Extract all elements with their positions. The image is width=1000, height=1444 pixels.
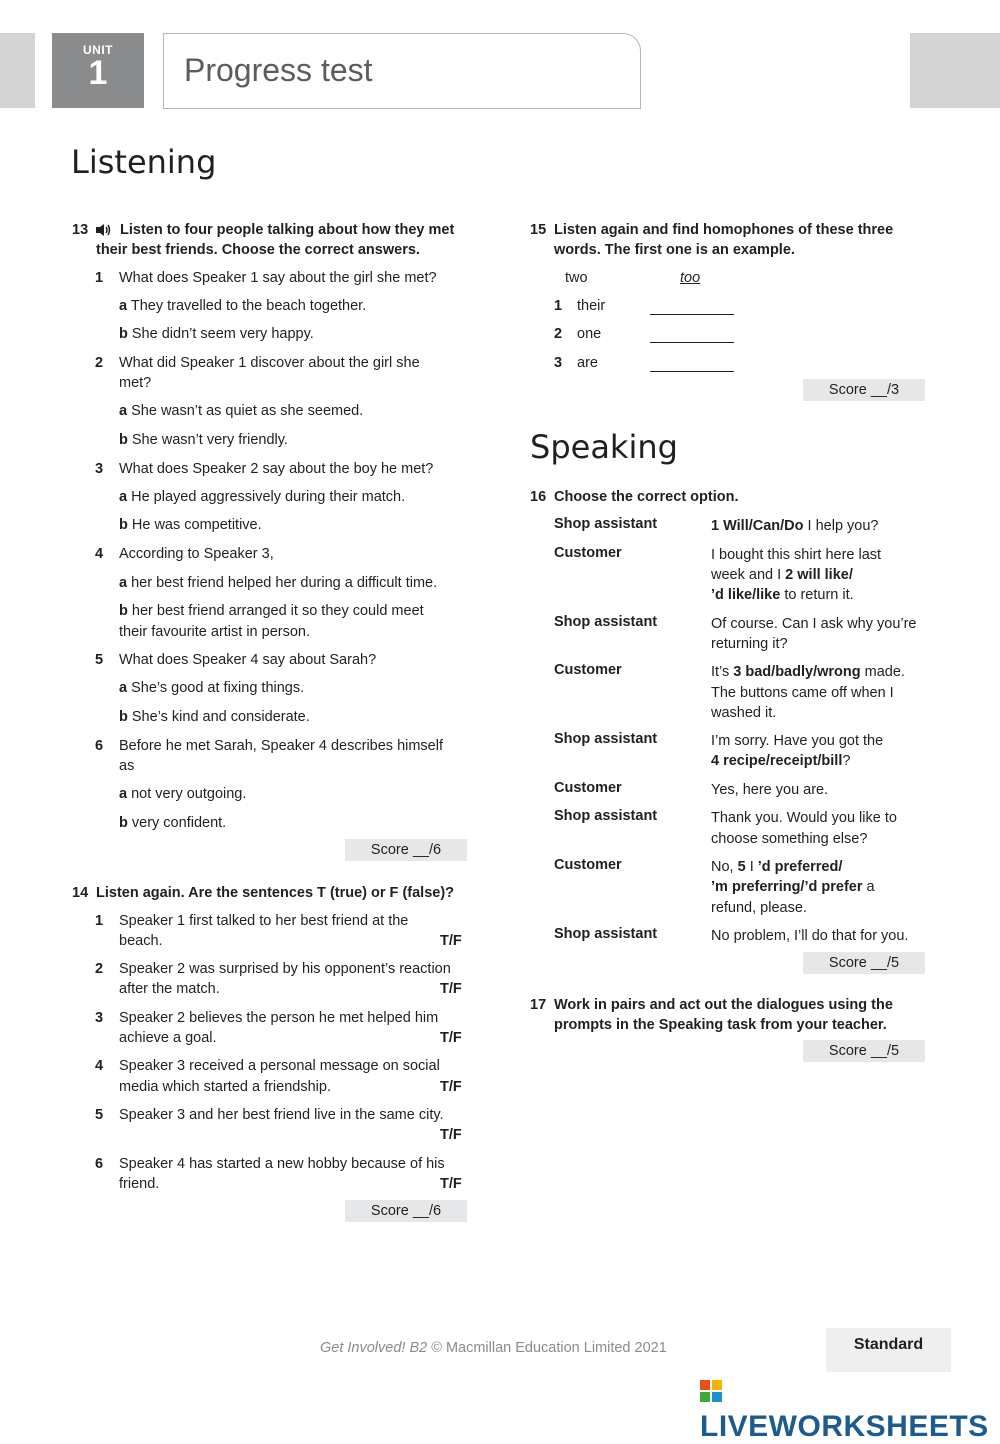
item-number: 6 bbox=[95, 1156, 104, 1172]
option-text: not very outgoing. bbox=[131, 786, 247, 802]
dialogue-text: The buttons came off when I bbox=[711, 685, 894, 701]
option-text-continued: their favourite artist in person. bbox=[119, 624, 311, 640]
option-b[interactable]: b She didn’t seem very happy. bbox=[119, 326, 314, 342]
item-number: 5 bbox=[95, 1107, 104, 1123]
question-text: What does Speaker 1 say about the girl she met? bbox=[119, 270, 437, 286]
item-number: 4 bbox=[95, 546, 104, 562]
gap-5-options-continued[interactable]: ’m preferring/’d prefer bbox=[711, 879, 863, 895]
statement-text: media which started a friendship. bbox=[119, 1079, 331, 1095]
q15-number: 15 bbox=[530, 222, 547, 238]
q13-instruction-line1: Listen to four people talking about how they met bbox=[120, 222, 455, 238]
statement-text: Speaker 1 first talked to her best friend at the bbox=[119, 913, 409, 929]
question-text: What did Speaker 1 discover about the girl she bbox=[119, 355, 420, 371]
q15-instruction bbox=[530, 220, 950, 262]
page-title: Progress test bbox=[184, 52, 373, 88]
item-number: 2 bbox=[95, 355, 104, 371]
brand-text: LIVEWORKSHEETS bbox=[700, 1410, 989, 1443]
example-answer: too bbox=[680, 270, 701, 286]
speaker-customer: Customer bbox=[554, 662, 622, 678]
word: one bbox=[577, 326, 602, 342]
statement-text: Speaker 3 and her best friend live in the same city. bbox=[119, 1107, 444, 1123]
option-b[interactable]: b She’s kind and considerate. bbox=[119, 709, 310, 725]
unit-number: 1 bbox=[88, 54, 108, 92]
item-number: 6 bbox=[95, 738, 104, 754]
option-a[interactable]: a They travelled to the beach together. bbox=[119, 298, 367, 314]
dialogue-text: ? bbox=[842, 753, 851, 769]
dialogue-text: I bought this shirt here last bbox=[711, 547, 882, 563]
item-number: 3 bbox=[95, 1010, 104, 1026]
q17-instruction bbox=[530, 995, 950, 1037]
speaker-customer: Customer bbox=[554, 780, 622, 796]
option-a[interactable]: a her best friend helped her during a difficult time. bbox=[119, 575, 438, 591]
dialogue-text: washed it. bbox=[711, 705, 777, 721]
question-text: According to Speaker 3, bbox=[119, 546, 274, 562]
dialogue-line bbox=[711, 516, 879, 537]
item-number: 3 bbox=[95, 461, 104, 477]
option-b[interactable]: b He was competitive. bbox=[119, 517, 262, 533]
question-text: Before he met Sarah, Speaker 4 describes himself bbox=[119, 738, 443, 754]
dialogue-text: to return it. bbox=[780, 587, 854, 603]
true-false-choice[interactable]: T/F bbox=[440, 1127, 462, 1143]
dialogue-text: refund, please. bbox=[711, 900, 807, 916]
dialogue-text: I help you? bbox=[803, 518, 879, 534]
book-title: Get Involved! B2 bbox=[320, 1340, 428, 1356]
question-text: met? bbox=[119, 375, 152, 391]
example-word: two bbox=[565, 270, 588, 286]
copyright-text: © Macmillan Education Limited 2021 bbox=[427, 1340, 667, 1356]
option-text: She wasn’t very friendly. bbox=[131, 432, 288, 448]
word: their bbox=[577, 298, 606, 314]
dialogue-text: made. bbox=[860, 664, 905, 680]
option-b[interactable]: b very confident. bbox=[119, 815, 227, 831]
dialogue-text: week and I bbox=[711, 567, 786, 583]
dialogue-text: choose something else? bbox=[711, 831, 868, 847]
option-text: He was competitive. bbox=[131, 517, 262, 533]
listening-heading: Listening bbox=[71, 143, 217, 181]
q17-instruction-line1: Work in pairs and act out the dialogues using the bbox=[554, 997, 893, 1013]
footer-copyright bbox=[320, 1340, 667, 1356]
statement-text: Speaker 2 believes the person he met helped him bbox=[119, 1010, 439, 1026]
item-number: 1 bbox=[554, 298, 563, 314]
item-number: 2 bbox=[95, 961, 104, 977]
question-text: What does Speaker 4 say about Sarah? bbox=[119, 652, 377, 668]
q17-number: 17 bbox=[530, 997, 547, 1013]
speaker-shop-assistant: Shop assistant bbox=[554, 731, 658, 747]
dialogue-text: a bbox=[862, 879, 875, 895]
item-number: 4 bbox=[95, 1058, 104, 1074]
gap-2-options[interactable]: 2 will like/ bbox=[785, 567, 853, 583]
gap-2-options-continued[interactable]: ’d like/like bbox=[711, 587, 781, 603]
dialogue-line bbox=[711, 877, 875, 898]
unit-label: UNIT bbox=[83, 43, 113, 57]
dialogue-text: I’m sorry. Have you got the bbox=[711, 733, 884, 749]
answer-blank[interactable] bbox=[650, 342, 734, 343]
q13-score: Score __/6 bbox=[345, 839, 467, 861]
q15-instruction-line2: words. The first one is an example. bbox=[554, 242, 795, 258]
option-a[interactable]: a He played aggressively during their match. bbox=[119, 489, 406, 505]
option-text: She wasn’t as quiet as she seemed. bbox=[131, 403, 364, 419]
item-number: 3 bbox=[554, 355, 563, 371]
item-number: 5 bbox=[95, 652, 104, 668]
title-box bbox=[163, 33, 641, 109]
option-text: He played aggressively during their match. bbox=[131, 489, 406, 505]
question-text: What does Speaker 2 say about the boy he met? bbox=[119, 461, 434, 477]
audio-icon[interactable] bbox=[95, 223, 111, 237]
q17-instruction-line2: prompts in the Speaking task from your teacher. bbox=[554, 1017, 887, 1033]
gap-number: 5 bbox=[737, 859, 746, 875]
header-tab-right bbox=[910, 33, 1000, 108]
item-number: 2 bbox=[554, 326, 563, 342]
speaker-shop-assistant: Shop assistant bbox=[554, 516, 658, 532]
q15-score: Score __/3 bbox=[803, 379, 925, 401]
q13-number: 13 bbox=[72, 222, 89, 238]
statement-text: Speaker 4 has started a new hobby because of his bbox=[119, 1156, 445, 1172]
true-false-choice[interactable]: T/F bbox=[440, 981, 462, 997]
dialogue-text: Yes, here you are. bbox=[711, 782, 829, 798]
gap-3-options[interactable]: 3 bad/badly/wrong bbox=[733, 664, 861, 680]
true-false-choice[interactable]: T/F bbox=[440, 1030, 462, 1046]
statement-text: Speaker 2 was surprised by his opponent’s reaction bbox=[119, 961, 451, 977]
q16-instruction bbox=[530, 487, 950, 507]
statement-text: achieve a goal. bbox=[119, 1030, 217, 1046]
option-a[interactable]: a She’s good at fixing things. bbox=[119, 680, 305, 696]
q14-instruction-text: Listen again. Are the sentences T (true) or F (false)? bbox=[96, 885, 455, 901]
statement-text: friend. bbox=[119, 1176, 160, 1192]
answer-blank[interactable] bbox=[650, 371, 734, 372]
item-number: 1 bbox=[95, 913, 104, 929]
dialogue-text: Thank you. Would you like to bbox=[711, 810, 897, 826]
speaking-heading: Speaking bbox=[530, 428, 678, 466]
true-false-choice[interactable]: T/F bbox=[440, 1079, 462, 1095]
level-badge: Standard bbox=[826, 1328, 951, 1372]
option-text: She didn’t seem very happy. bbox=[131, 326, 314, 342]
q15-instruction-line1: Listen again and find homophones of these three bbox=[554, 222, 894, 238]
option-text: very confident. bbox=[131, 815, 227, 831]
q14-instruction bbox=[72, 883, 492, 903]
item-number: 1 bbox=[95, 270, 104, 286]
dialogue-text: returning it? bbox=[711, 636, 788, 652]
option-b[interactable]: b She wasn’t very friendly. bbox=[119, 432, 288, 448]
statement-text: Speaker 3 received a personal message on social bbox=[119, 1058, 440, 1074]
liveworksheets-logo bbox=[700, 1376, 1000, 1444]
gap-1-options[interactable]: 1 Will/Can/Do bbox=[711, 518, 804, 534]
q16-number: 16 bbox=[530, 489, 547, 505]
statement-text: beach. bbox=[119, 933, 163, 949]
dialogue-text: I bbox=[745, 859, 758, 875]
true-false-choice[interactable]: T/F bbox=[440, 933, 462, 949]
option-text: her best friend helped her during a difficult time. bbox=[131, 575, 438, 591]
statement-text: after the match. bbox=[119, 981, 220, 997]
dialogue-text: It’s bbox=[711, 664, 734, 680]
true-false-choice[interactable]: T/F bbox=[440, 1176, 462, 1192]
answer-blank[interactable] bbox=[650, 314, 734, 315]
question-text: as bbox=[119, 758, 135, 774]
q17-score: Score __/5 bbox=[803, 1040, 925, 1062]
header-tab-left bbox=[0, 33, 35, 108]
option-text: her best friend arranged it so they could meet bbox=[131, 603, 424, 619]
dialogue-line bbox=[711, 662, 905, 683]
dialogue-text: Of course. Can I ask why you’re bbox=[711, 616, 917, 632]
q13-instruction-line2: their best friends. Choose the correct answers. bbox=[96, 242, 420, 258]
gap-5-options[interactable]: ’d preferred/ bbox=[757, 859, 843, 875]
speaker-shop-assistant: Shop assistant bbox=[554, 808, 658, 824]
q16-score: Score __/5 bbox=[803, 952, 925, 974]
gap-4-options[interactable]: 4 recipe/receipt/bill bbox=[711, 753, 843, 769]
dialogue-line bbox=[711, 585, 854, 606]
option-text: She’s good at fixing things. bbox=[131, 680, 305, 696]
dialogue-line bbox=[711, 565, 853, 586]
q14-score: Score __/6 bbox=[345, 1200, 467, 1222]
q13-instruction bbox=[72, 220, 492, 262]
speaker-shop-assistant: Shop assistant bbox=[554, 614, 658, 630]
dialogue-text: No problem, I’ll do that for you. bbox=[711, 928, 909, 944]
unit-badge bbox=[52, 33, 144, 108]
speaker-customer: Customer bbox=[554, 545, 622, 561]
q14-number: 14 bbox=[72, 885, 89, 901]
option-text: They travelled to the beach together. bbox=[130, 298, 367, 314]
liveworksheets-logo-icon bbox=[700, 1380, 722, 1402]
option-a[interactable]: a not very outgoing. bbox=[119, 786, 247, 802]
q16-instruction-text: Choose the correct option. bbox=[554, 489, 739, 505]
dialogue-line bbox=[711, 857, 842, 878]
option-a[interactable]: a She wasn’t as quiet as she seemed. bbox=[119, 403, 364, 419]
speaker-customer: Customer bbox=[554, 857, 622, 873]
speaker-shop-assistant: Shop assistant bbox=[554, 926, 658, 942]
word: are bbox=[577, 355, 598, 371]
option-text: She’s kind and considerate. bbox=[131, 709, 310, 725]
option-b[interactable]: b her best friend arranged it so they could meet bbox=[119, 603, 424, 619]
dialogue-line bbox=[711, 751, 850, 772]
dialogue-text: No, bbox=[711, 859, 738, 875]
